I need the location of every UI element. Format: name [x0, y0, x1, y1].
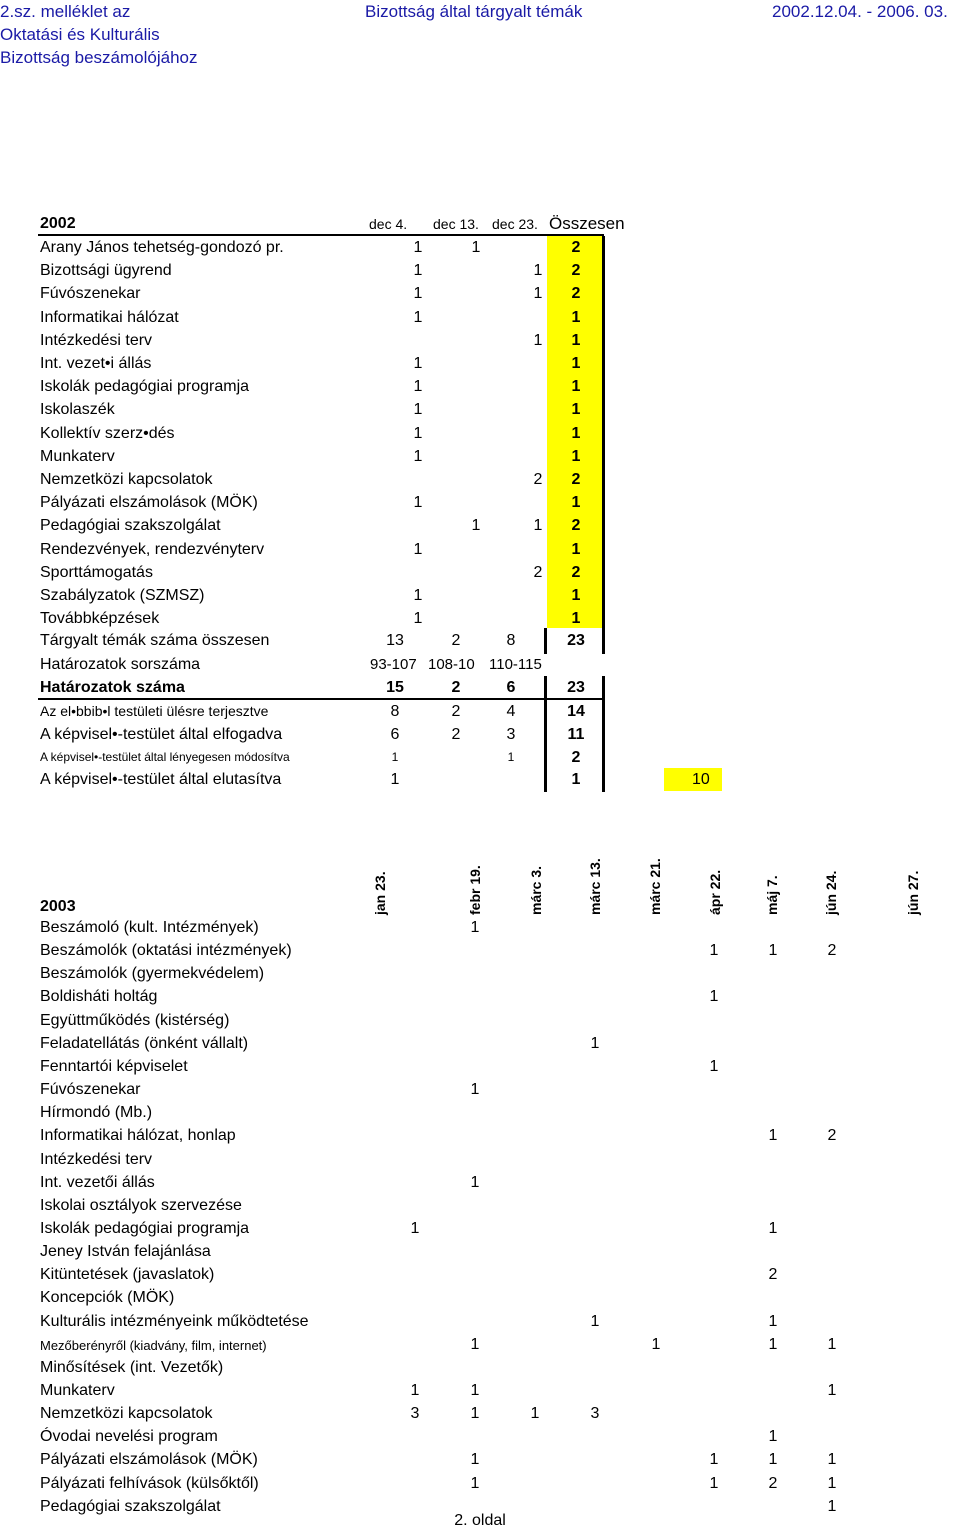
summary-cell-2002: 108-10 [428, 656, 475, 673]
row-label-2003: Iskolák pedagógiai programja [40, 1219, 250, 1237]
row-label-2003: Együttműködés (kistérség) [40, 1011, 230, 1029]
cell-2002: 1 [413, 285, 423, 303]
row-label-2002: Rendezvények, rendezvényterv [40, 540, 265, 558]
cell-2002: 2 [571, 285, 581, 303]
column-header-2003: márc 21. [647, 858, 663, 915]
row-label-2003: Jeney István felajánlása [40, 1243, 211, 1261]
summary-cell-2002: 11 [567, 726, 585, 743]
cell-2002: 1 [571, 494, 581, 512]
cell-2002: 2 [571, 471, 581, 488]
summary-cell-2002: 110-115 [489, 656, 542, 673]
summary-cell-2002: 2 [451, 726, 461, 743]
row-label-2003: Hírmondó (Mb.) [40, 1104, 153, 1122]
cell-2003: 1 [768, 1335, 778, 1353]
cell-2003: 1 [470, 1474, 480, 1492]
summary-cell-2002: 2 [451, 679, 461, 696]
row-label-2003: Pályázati felhívások (külsőktől) [40, 1474, 259, 1492]
cell-2003: 1 [709, 942, 719, 960]
row-label-2003: Pályázati elszámolások (MÖK) [40, 1451, 258, 1469]
column-header-2003: jún 27. [905, 870, 921, 915]
row-label-2002: Fúvószenekar [40, 285, 141, 303]
cell-2003: 3 [590, 1405, 600, 1423]
row-label-2003: Intézkedési terv [40, 1150, 153, 1168]
header-right: 2002.12.04. - 2006. 03. [772, 2, 948, 21]
cell-2003: 1 [470, 1335, 480, 1353]
header-left-line-3: Bizottság beszámolójához [0, 48, 198, 67]
summary-cell-2002: 1 [390, 771, 400, 788]
cell-2002: 1 [413, 378, 423, 396]
row-label-2002: Pedagógiai szakszolgálat [40, 517, 221, 535]
summary-cell-2002: 14 [567, 703, 585, 720]
column-header-2002: dec 13. [433, 216, 479, 232]
row-label-2003: Nemzetközi kapcsolatok [40, 1405, 213, 1423]
header-left-line-2: Oktatási és Kulturális [0, 25, 160, 44]
cell-2003: 2 [827, 942, 837, 960]
total-column-right-rule-1 [602, 236, 605, 654]
cell-2002: 1 [571, 378, 581, 396]
cell-2002: 1 [571, 587, 581, 604]
cell-2003: 1 [768, 1219, 778, 1237]
cell-2002: 1 [413, 308, 423, 326]
cell-2002: 1 [413, 239, 423, 256]
summary-cell-2002: 23 [567, 679, 585, 696]
cell-2003: 1 [470, 1451, 480, 1469]
cell-2002: 2 [571, 517, 581, 535]
cell-2003: 1 [709, 1474, 719, 1492]
row-label-2003: Beszámoló (kult. Intézmények) [40, 919, 259, 936]
cell-2002: 1 [571, 540, 581, 558]
row-label-2002: Továbbképzések [40, 610, 160, 628]
cell-2003: 1 [590, 1312, 600, 1330]
cell-2003: 1 [470, 1382, 480, 1399]
cell-2002: 2 [533, 471, 543, 488]
column-header-2003: ápr 22. [707, 869, 723, 915]
cell-2003: 1 [590, 1034, 600, 1052]
row-label-2002: Bizottsági ügyrend [40, 262, 172, 280]
cell-2003: 1 [530, 1405, 540, 1423]
summary-cell-2002: 3 [506, 726, 516, 743]
summary-cell-2002: 15 [386, 679, 404, 696]
cell-2003: 1 [768, 942, 778, 960]
cell-2002: 1 [471, 239, 481, 256]
header-center: Bizottság által tárgyalt témák [365, 2, 583, 21]
cell-2003: 3 [410, 1405, 420, 1423]
row-label-2003: Munkaterv [40, 1382, 115, 1399]
cell-2003: 1 [768, 1312, 778, 1330]
row-label-2002: Iskolák pedagógiai programja [40, 378, 250, 396]
total-column-left-rule-2 [544, 676, 547, 792]
summary-cell-2002: 2 [451, 703, 461, 720]
cell-2003: 1 [768, 1428, 778, 1446]
cell-2003: 1 [768, 1451, 778, 1469]
summary-label-2002: Az el•bbib•l testületi ülésre terjesztve [40, 703, 269, 719]
column-header-2003: márc 13. [587, 858, 603, 915]
column-header-2003: febr 19. [467, 865, 483, 915]
cell-2003: 1 [410, 1382, 420, 1399]
header-left-line-1: 2.sz. melléklet az [0, 2, 131, 21]
summary-extra-value: 10 [692, 771, 710, 788]
total-column-right-rule-2 [602, 676, 605, 792]
cell-2003: 1 [651, 1335, 661, 1353]
summary-cell-2002: 6 [506, 679, 516, 696]
page-footer: 2. oldal [454, 1512, 506, 1529]
cell-2002: 1 [571, 355, 581, 372]
cell-2002: 1 [533, 285, 543, 303]
row-label-2002: Kollektív szerz•dés [40, 424, 175, 442]
cell-2003: 1 [827, 1474, 837, 1492]
row-label-2003: Kulturális intézményeink működtetése [40, 1312, 309, 1330]
summary-cell-2002: 93-107 [370, 656, 417, 673]
summary-label-2002: A képvisel•-testület által lényegesen módosítva [40, 750, 290, 764]
row-label-2002: Int. vezet•i állás [40, 355, 152, 372]
summary-cell-2002: 1 [571, 771, 581, 788]
column-header-2002: dec 4. [369, 216, 408, 232]
cell-2003: 1 [827, 1335, 837, 1353]
cell-2002: 1 [571, 401, 581, 419]
cell-2002: 1 [471, 517, 481, 535]
row-label-2002: Nemzetközi kapcsolatok [40, 471, 213, 488]
cell-2003: 1 [827, 1497, 837, 1515]
header-left [0, 0, 198, 69]
row-label-2002: Iskolaszék [40, 401, 115, 419]
row-label-2003: Mezőberényről (kiadvány, film, internet) [40, 1337, 267, 1353]
row-label-2003: Beszámolók (gyermekvédelem) [40, 965, 265, 983]
cell-2002: 1 [413, 355, 423, 372]
row-label-2003: Informatikai hálózat, honlap [40, 1127, 236, 1145]
cell-2002: 1 [571, 331, 581, 349]
year-2002-label: 2002 [40, 215, 76, 232]
row-label-2002: Intézkedési terv [40, 331, 153, 349]
cell-2003: 1 [827, 1451, 837, 1469]
row-label-2003: Fenntartói képviselet [40, 1057, 188, 1075]
cell-2002: 1 [413, 424, 423, 442]
row-label-2003: Kitüntetések (javaslatok) [40, 1266, 215, 1284]
row-label-2003: Boldisháti holtág [40, 988, 158, 1006]
summary-cell-2002: 1 [507, 750, 515, 764]
row-label-2002: Pályázati elszámolások (MÖK) [40, 494, 258, 512]
cell-2003: 1 [470, 1405, 480, 1423]
cell-2003: 1 [709, 988, 719, 1006]
row-label-2003: Óvodai nevelési program [40, 1428, 218, 1446]
summary-label-2002: Tárgyalt témák száma összesen [40, 632, 270, 649]
cell-2002: 1 [413, 540, 423, 558]
summary-label-2002: A képvisel•-testület által elutasítva [40, 771, 282, 788]
row-label-2003: Int. vezetői állás [40, 1173, 155, 1191]
row-label-2002: Szabályzatok (SZMSZ) [40, 587, 205, 604]
column-header-2003: máj 7. [764, 875, 780, 915]
row-label-2003: Feladatellátás (önként vállalt) [40, 1034, 249, 1052]
summary-cell-2002: 8 [506, 632, 516, 649]
column-header-2003: jún 24. [823, 870, 839, 915]
row-label-2002: Arany János tehetség-gondozó pr. [40, 239, 284, 256]
summary-cell-2002: 8 [390, 703, 400, 720]
summary-cell-2002: 2 [571, 749, 581, 766]
cell-2003: 1 [470, 1081, 480, 1099]
cell-2002: 1 [413, 587, 423, 604]
summary-cell-2002: 2 [451, 632, 461, 649]
cell-2002: 1 [413, 447, 423, 465]
row-label-2003: Beszámolók (oktatási intézmények) [40, 942, 292, 960]
summary-cell-2002: 6 [390, 726, 400, 743]
column-header-2002: Összesen [549, 214, 625, 233]
column-header-2003: jan 23. [372, 871, 388, 915]
cell-2003: 1 [709, 1451, 719, 1469]
year-2003-label: 2003 [40, 898, 76, 915]
cell-2002: 2 [533, 563, 543, 581]
summary-cell-2002: 4 [506, 703, 516, 720]
cell-2002: 1 [533, 517, 543, 535]
row-label-2003: Fúvószenekar [40, 1081, 141, 1099]
cell-2002: 2 [571, 239, 581, 256]
cell-2002: 1 [571, 447, 581, 465]
cell-2002: 1 [413, 494, 423, 512]
cell-2003: 1 [410, 1219, 420, 1237]
row-label-2003: Pedagógiai szakszolgálat [40, 1497, 221, 1515]
cell-2003: 1 [827, 1382, 837, 1399]
cell-2002: 1 [571, 424, 581, 442]
cell-2002: 1 [413, 610, 423, 628]
summary-label-2002: A képvisel•-testület által elfogadva [40, 726, 283, 743]
row-label-2003: Minősítések (int. Vezetők) [40, 1358, 224, 1376]
cell-2003: 2 [827, 1127, 837, 1145]
cell-2002: 1 [413, 262, 423, 280]
total-column-left-rule-1 [544, 628, 547, 654]
summary-label-2002: Határozatok száma [40, 679, 185, 696]
summary-cell-2002: 23 [567, 632, 585, 649]
cell-2003: 2 [768, 1266, 778, 1284]
row-label-2003: Koncepciók (MÖK) [40, 1289, 175, 1307]
cell-2002: 1 [413, 401, 423, 419]
cell-2002: 2 [571, 262, 581, 280]
cell-2002: 1 [571, 308, 581, 326]
cell-2002: 2 [571, 563, 581, 581]
cell-2002: 1 [533, 262, 543, 280]
row-label-2003: Iskolai osztályok szervezése [40, 1196, 242, 1214]
summary-cell-2002: 1 [391, 750, 399, 764]
row-label-2002: Munkaterv [40, 447, 115, 465]
cell-2003: 1 [470, 919, 480, 936]
cell-2003: 2 [768, 1474, 778, 1492]
cell-2002: 1 [533, 331, 543, 349]
cell-2003: 1 [768, 1127, 778, 1145]
row-label-2002: Informatikai hálózat [40, 308, 179, 326]
column-header-2002: dec 23. [492, 216, 538, 232]
row-label-2002: Sporttámogatás [40, 563, 153, 581]
column-header-2003: márc 3. [528, 865, 544, 915]
cell-2003: 1 [470, 1173, 480, 1191]
cell-2002: 1 [571, 610, 581, 628]
summary-cell-2002: 13 [386, 632, 404, 649]
summary-label-2002: Határozatok sorszáma [40, 656, 201, 673]
cell-2003: 1 [709, 1057, 719, 1075]
